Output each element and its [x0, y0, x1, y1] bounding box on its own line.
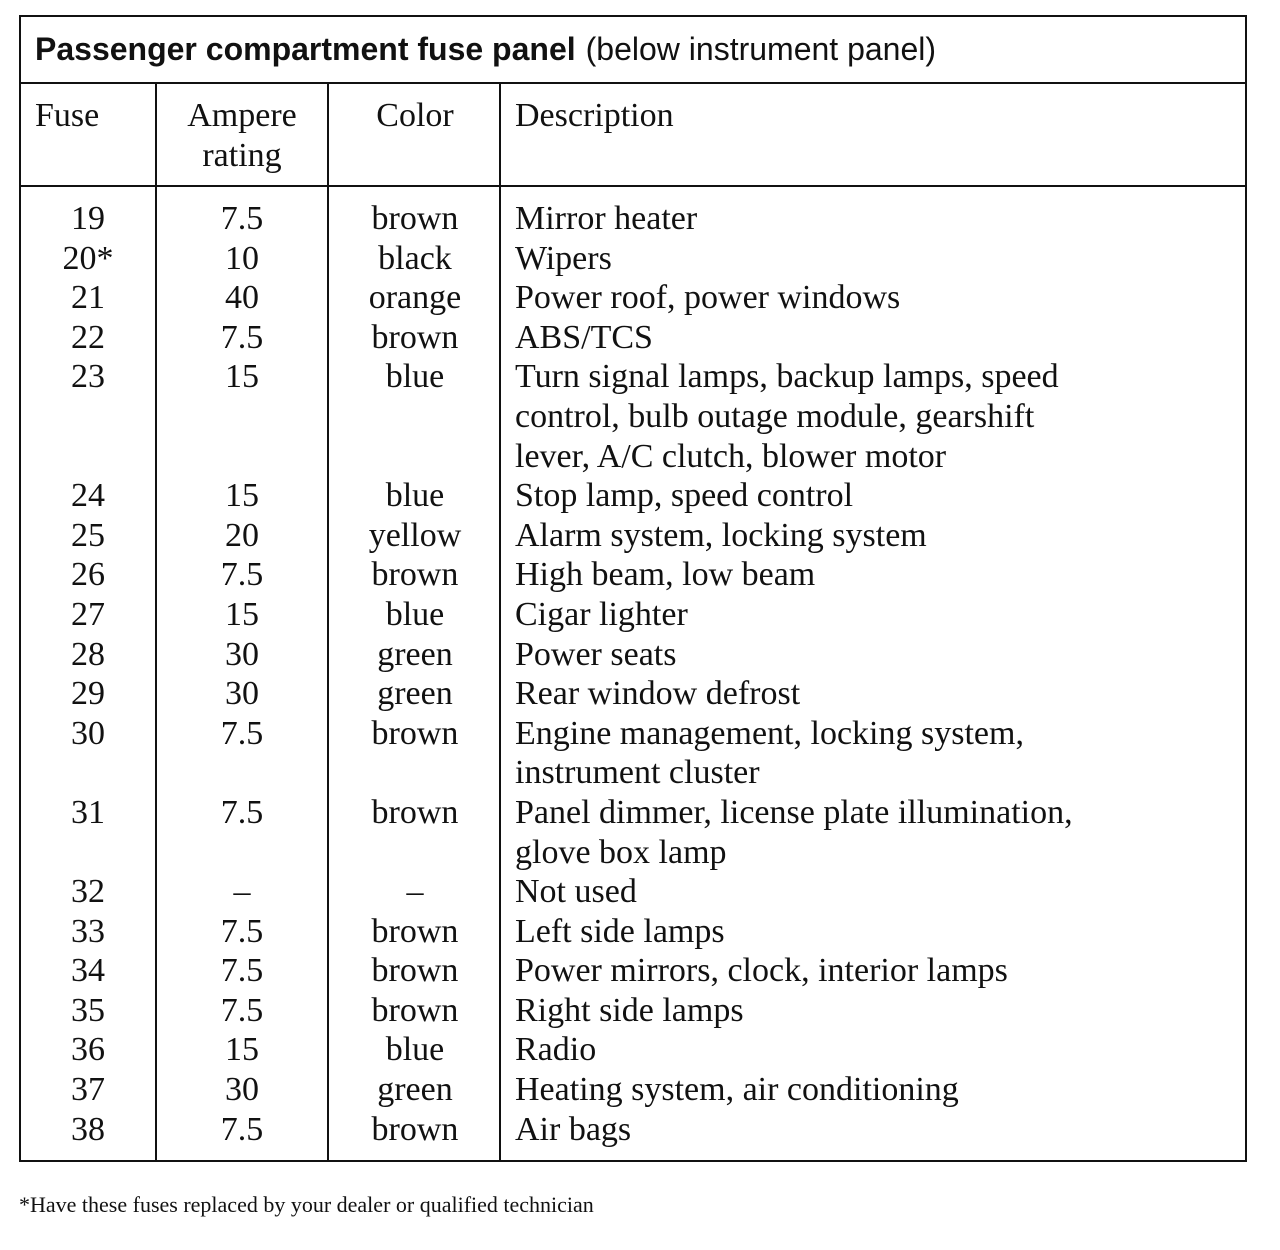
header-description: Description — [515, 97, 674, 134]
cell-fuse: 19 — [71, 200, 105, 237]
fuse-table — [19, 15, 1247, 1162]
cell-fuse: 38 — [71, 1110, 105, 1148]
cell-ampere: 10 — [225, 239, 259, 277]
cell-description — [515, 278, 1235, 318]
cell-fuse: 30 — [71, 714, 105, 752]
cell-color: orange — [368, 279, 462, 317]
header-ampere-line1: Ampere — [187, 97, 297, 134]
description-line: Left side lamps — [515, 912, 725, 950]
cell-color: blue — [385, 358, 445, 396]
table-row — [21, 1070, 1245, 1110]
description-line: Panel dimmer, license plate illumination, — [515, 793, 1073, 831]
cell-fuse: 24 — [71, 477, 105, 515]
cell-ampere: 15 — [225, 477, 259, 515]
cell-ampere: 30 — [225, 675, 259, 713]
description-line: High beam, low beam — [515, 556, 816, 594]
cell-ampere: 15 — [225, 358, 259, 396]
cell-color: yellow — [368, 516, 462, 554]
table-rows — [21, 199, 1245, 1149]
cell-description — [515, 714, 1235, 793]
cell-description — [515, 872, 1235, 912]
description-line: Radio — [515, 1031, 597, 1069]
cell-color: blue — [385, 595, 445, 633]
cell-fuse: 21 — [71, 279, 105, 317]
cell-color: black — [378, 239, 452, 277]
table-row — [21, 357, 1245, 476]
cell-description — [515, 793, 1235, 872]
table-row — [21, 714, 1245, 793]
cell-fuse: 25 — [71, 516, 105, 554]
description-line: Alarm system, locking system — [515, 516, 927, 554]
cell-fuse: 33 — [71, 912, 105, 950]
cell-ampere: – — [233, 873, 251, 911]
header-ampere-line2: rating — [202, 137, 282, 174]
cell-color: brown — [371, 912, 459, 950]
cell-description — [515, 199, 1235, 239]
cell-ampere: 7.5 — [220, 793, 264, 831]
cell-color: brown — [371, 318, 459, 356]
table-row — [21, 635, 1245, 675]
cell-description — [515, 1110, 1235, 1150]
cell-description — [515, 318, 1235, 358]
cell-ampere: 7.5 — [220, 952, 264, 990]
cell-description — [515, 516, 1235, 556]
cell-ampere: 7.5 — [220, 1110, 264, 1148]
cell-description — [515, 595, 1235, 635]
cell-ampere: 15 — [225, 1031, 259, 1069]
cell-color: brown — [371, 952, 459, 990]
header-color: Color — [376, 97, 454, 134]
cell-ampere: 7.5 — [220, 200, 264, 237]
cell-color: brown — [371, 991, 459, 1029]
title-bold: Passenger compartment fuse panel — [35, 31, 576, 67]
cell-fuse: 35 — [71, 991, 105, 1029]
table-row — [21, 912, 1245, 952]
cell-fuse: 34 — [71, 952, 105, 990]
cell-description — [515, 635, 1235, 675]
footnote: *Have these fuses replaced by your dealer or qualified technician — [19, 1192, 594, 1217]
cell-fuse: 22 — [71, 318, 105, 356]
cell-fuse: 20* — [62, 239, 114, 277]
table-row — [21, 516, 1245, 556]
cell-description — [515, 555, 1235, 595]
description-line: Power mirrors, clock, interior lamps — [515, 952, 1008, 990]
description-line: instrument cluster — [515, 754, 760, 792]
cell-fuse: 31 — [71, 793, 105, 831]
cell-fuse: 32 — [71, 873, 105, 911]
description-line: Wipers — [515, 239, 612, 277]
description-line: Right side lamps — [515, 991, 744, 1029]
cell-ampere: 7.5 — [220, 556, 264, 594]
cell-ampere: 40 — [225, 279, 259, 317]
description-line: control, bulb outage module, gearshift — [515, 397, 1035, 435]
table-row — [21, 872, 1245, 912]
description-line: Turn signal lamps, backup lamps, speed — [515, 358, 1059, 396]
cell-description — [515, 674, 1235, 714]
cell-description — [515, 991, 1235, 1031]
table-row — [21, 239, 1245, 279]
header-fuse: Fuse — [35, 97, 100, 134]
table-title — [21, 17, 1245, 84]
header-row — [21, 84, 1245, 187]
cell-description — [515, 912, 1235, 952]
table-row — [21, 674, 1245, 714]
description-line: Engine management, locking system, — [515, 714, 1024, 752]
description-line: Air bags — [515, 1110, 632, 1148]
cell-ampere: 7.5 — [220, 912, 264, 950]
table-row — [21, 595, 1245, 635]
cell-ampere: 7.5 — [220, 991, 264, 1029]
description-line: Heating system, air conditioning — [515, 1071, 959, 1109]
table-row — [21, 555, 1245, 595]
description-line: Power seats — [515, 635, 677, 673]
table-row — [21, 199, 1245, 239]
description-line: glove box lamp — [515, 833, 727, 871]
header-ampere — [157, 96, 327, 176]
description-line: ABS/TCS — [515, 318, 653, 356]
title-subtitle: (below instrument panel) — [585, 31, 937, 67]
cell-ampere: 20 — [225, 516, 259, 554]
cell-color: green — [377, 635, 453, 673]
cell-description — [515, 239, 1235, 279]
cell-color: green — [377, 675, 453, 713]
cell-fuse: 37 — [71, 1071, 105, 1109]
cell-fuse: 28 — [71, 635, 105, 673]
cell-description — [515, 476, 1235, 516]
description-line: Cigar lighter — [515, 595, 688, 633]
cell-color: blue — [385, 477, 445, 515]
description-line: Not used — [515, 873, 637, 911]
cell-ampere: 30 — [225, 1071, 259, 1109]
table-row — [21, 278, 1245, 318]
table-row — [21, 951, 1245, 991]
cell-color: green — [377, 1071, 453, 1109]
cell-color: – — [406, 873, 424, 911]
cell-color: brown — [371, 793, 459, 831]
cell-color: brown — [371, 1110, 459, 1148]
cell-description — [515, 951, 1235, 991]
cell-ampere: 15 — [225, 595, 259, 633]
cell-color: brown — [371, 714, 459, 752]
description-line: Rear window defrost — [515, 675, 801, 713]
cell-color: brown — [371, 200, 459, 237]
cell-color: blue — [385, 1031, 445, 1069]
description-line: Mirror heater — [515, 200, 698, 237]
cell-fuse: 23 — [71, 358, 105, 396]
cell-fuse: 27 — [71, 595, 105, 633]
cell-fuse: 29 — [71, 675, 105, 713]
table-row — [21, 1030, 1245, 1070]
description-line: Power roof, power windows — [515, 279, 901, 317]
cell-color: brown — [371, 556, 459, 594]
description-line: lever, A/C clutch, blower motor — [515, 437, 947, 475]
table-row — [21, 318, 1245, 358]
cell-fuse: 36 — [71, 1031, 105, 1069]
table-row — [21, 793, 1245, 872]
cell-description — [515, 357, 1235, 476]
cell-ampere: 7.5 — [220, 714, 264, 752]
cell-ampere: 30 — [225, 635, 259, 673]
cell-description — [515, 1070, 1235, 1110]
table-row — [21, 476, 1245, 516]
cell-description — [515, 1030, 1235, 1070]
table-row — [21, 991, 1245, 1031]
cell-fuse: 26 — [71, 556, 105, 594]
cell-ampere: 7.5 — [220, 318, 264, 356]
description-line: Stop lamp, speed control — [515, 477, 854, 515]
table-body — [21, 84, 1245, 1160]
table-row — [21, 1110, 1245, 1150]
